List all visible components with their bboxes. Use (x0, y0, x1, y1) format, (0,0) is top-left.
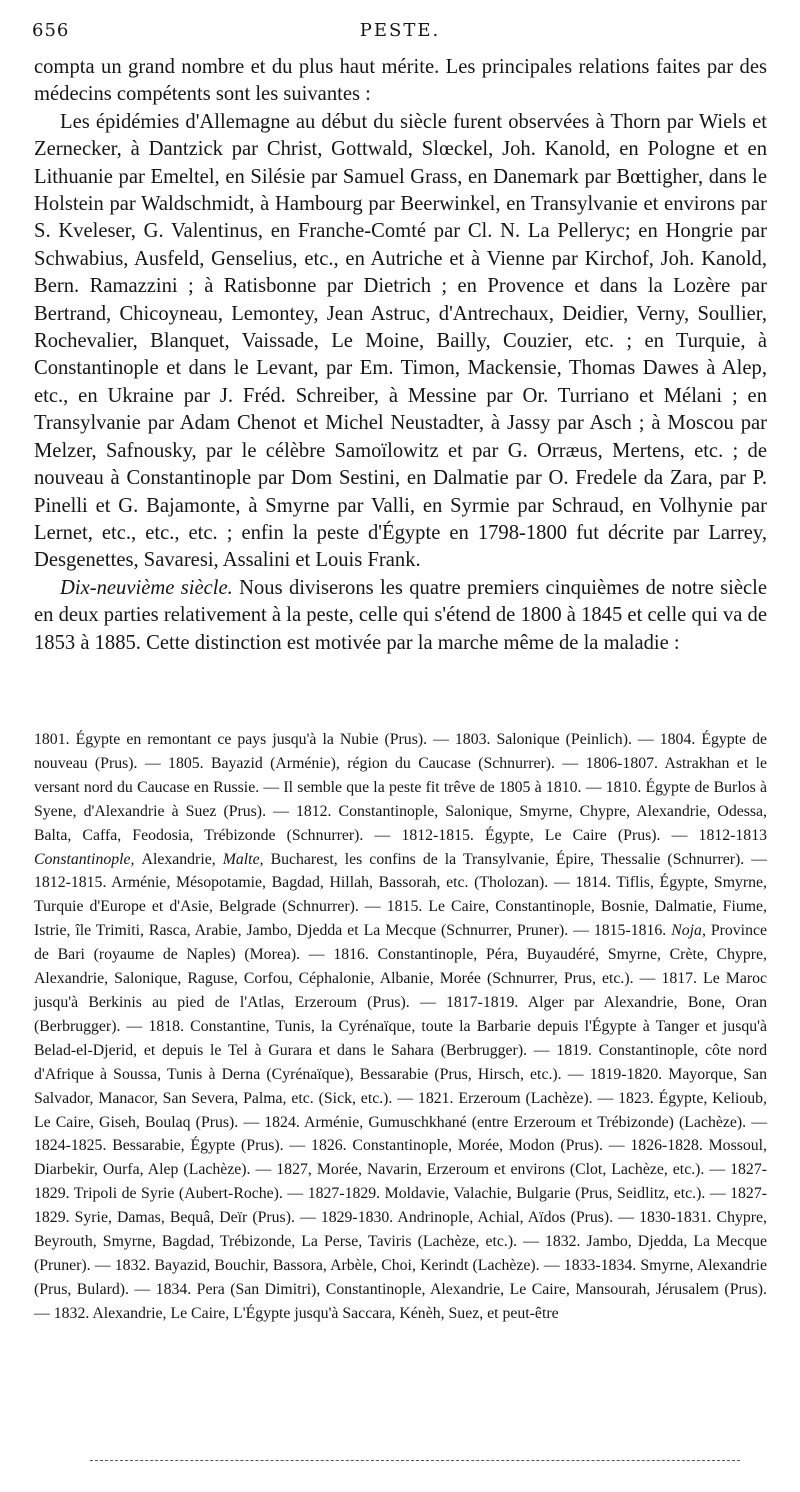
chronology-segment: Bucharest, les confins de la Transylvanie, Épire, Thessalie (Schnurrer). — 1812-1815. Arménie, Mésopotamie, Bagdad, Hillah, Bassorah, etc. (Tholozan). — 1814. Tiflis, Égypte, Smyrne, Turquie d'Europe et d'Asie, Belgrade (Schnurrer). — 1815. Le Caire, Constantinople, Bosnie, Dalmatie, Fiume, Istrie, île Trimiti, Rasca, Arabie, Jambo, Djedda et La Mecque (Schnurrer, Pruner). — 1815-1816. (34, 850, 768, 940)
page-number: 656 (32, 20, 70, 41)
running-header (32, 20, 768, 50)
chronology-segment: Constantinople, (34, 850, 135, 868)
paragraph-epidemics-germany: Les épidémies d'Allemagne au début du siècle furent observées à Thorn par Wiels et Zernecker, à Dantzick par Christ, Gottwald, Slœckel, Joh. Kanold, en Pologne et en Lithuanie par Emeltel, en Silésie par Samuel Grass, en Danemark par Bœttigher, dans le Holstein par Waldschmidt, à Hambourg par Beerwinkel, en Transylvanie et environs par S. Kveleser, G. Valentinus, en Franche-Comté par Cl. N. La Pelleryc; en Hongrie par Schwabius, Ausfeld, Genselius, etc., en Autriche et à Vienne par Kirchof, Joh. Kanold, Bern. Ramazzini ; à Ratisbonne par Dietrich ; en Provence et dans la Lozère par Bertrand, Chicoyneau, Lemontey, Jean Astruc, d'Antrechaux, Deidier, Verny, Soullier, Rochevalier, Blanquet, Vaissade, Le Moine, Bailly, Couzier, etc. ; en Turquie, à Constantinople et dans le Levant, par Em. Timon, Mackensie, Thomas Dawes à Alep, etc., en Ukraine par J. Fréd. Schreiber, à Messine par Or. Turriano et Mélani ; en Transylvanie par Adam Chenot et Michel Neustadter, à Jassy par Asch ; à Moscou par Melzer, Safnousky, par le célèbre Samoïlowitz et par G. Orræus, Mertens, etc. ; de nouveau à Constantinople par Dom Sestini, en Dalmatie par O. Fredele da Zara, par P. Pinelli et G. Bajamonte, à Smyrne par Valli, en Syrmie par Schraud, en Volhynie par Lernet, etc., etc., etc. ; enfin la peste d'Égypte en 1798-1800 fut décrite par Larrey, Desgenettes, Savaresi, Assalini et Louis Frank. (34, 110, 767, 572)
chronology-segment: Malte, (222, 850, 264, 868)
page-title: PESTE. (359, 20, 441, 41)
chronology-segment: 1801. Égypte en remontant ce pays jusqu'à la Nubie (Prus). — 1803. Salonique (Peinlich). — 1804. Égypte de nouveau (Prus). — 1805. Bayazid (Arménie), région du Caucase (Schnurrer). — 1806-1807. Astrakhan et le versant nord du Caucase en Russie. — Il semble que la peste fit trêve de 1805 à 1810. — 1810. Égypte de Burlos à Syene, d'Alexandrie à Suez (Prus). — 1812. Constantinople, Salonique, Smyrne, Chypre, Alexandrie, Odessa, Balta, Caffa, Feodosia, Trébizonde (Schnurrer). — 1812-1815. Égypte, Le Caire (Prus). — 1812-1813 (34, 731, 767, 844)
chronology-segment: Province de Bari (royaume de Naples) (Morea). — 1816. Constantinople, Péra, Buyaudéré, Smyrne, Crète, Chypre, Alexandrie, Salonique, Raguse, Corfou, Céphalonie, Albanie, Morée (Schnurrer, Prus, etc.). — 1817. Le Maroc jusqu'à Berkinis au pied de l'Atlas, Erzeroum (Prus). — 1817-1819. Alger par Alexandrie, Bone, Oran (Berbrugger). — 1818. Constantine, Tunis, la Cyrénaïque, toute la Barbarie depuis l'Égypte à Tanger et jusqu'à Belad-el-Djerid, et depuis le Tel à Gurara et dans le Sahara (Berbrugger). — 1819. Constantinople, côte nord d'Afrique à Soussa, Tunis à Derna (Cyrénaïque), Bessarabie (Prus, Hirsch, etc.). — 1819-1820. Mayorque, San Salvador, Manacor, San Severa, Palma, etc. (Sick, etc.). — 1821. Erzeroum (Lachèze). — 1823. Égypte, Kelioub, Le Caire, Giseh, Boulaq (Prus). — 1824. Arménie, Gumuschkhané (entre Erzeroum et Trébizonde) (Lachèze). — 1824-1825. Bessarabie, Égypte (Prus). — 1826. Constantinople, Morée, Modon (Prus). — 1826-1828. Mossoul, Diarbekir, Ourfa, Alep (Lachèze). — 1827, Morée, Navarin, Erzeroum et environs (Clot, Lachèze, etc.). — 1827-1829. Tripoli de Syrie (Aubert-Roche). — 1827-1829. Moldavie, Valachie, Bulgarie (Prus, Seidlitz, etc.). — 1827-1829. Syrie, Damas, Bequâ, Deïr (Prus). — 1829-1830. Andrinople, Achial, Aïdos (Prus). — 1830-1831. Chypre, Beyrouth, Smyrne, Bagdad, Trébizonde, La Perse, Taviris (Lachèze, etc.). — 1832. Jambo, Djedda, La Mecque (Pruner). — 1832. Bayazid, Bouchir, Bassora, Arbèle, Choi, Kerindt (Lachèze). — 1833-1834. Smyrne, Alexandrie (Prus, Bulard). — 1834. Pera (San Dimitri), Constantinople, Alexandrie, Le Caire, Mansourah, Jérusalem (Prus). — 1832. Alexandrie, Le Caire, L'Égypte jusqu'à Saccara, Kénèh, Suez, et peut-être (34, 922, 767, 1322)
main-text (34, 54, 767, 657)
chronology-segment: Noja, (671, 922, 706, 940)
chronology-block (34, 728, 767, 1326)
section-heading-nineteenth-century: Dix-neuvième siècle. (60, 576, 233, 599)
chronology-paragraph (34, 728, 767, 1326)
paragraph-nineteenth-century (34, 575, 767, 657)
chronology-segment: Alexandrie, (141, 850, 216, 868)
paragraph-nineteenth-century-text: Nous diviserons les quatre premiers cinquièmes de notre siècle en deux parties relativement à la peste, celle qui s'étend de 1800 à 1845 et celle qui va de 1853 à 1885. Cette distinction est motivée par la marche même de la maladie : (34, 576, 767, 654)
paragraph-continuation: compta un grand nombre et du plus haut mérite. Les principales relations faites par des médecins compétents sont les suivantes : (34, 56, 767, 106)
footer-dotted-rule (90, 1460, 740, 1461)
